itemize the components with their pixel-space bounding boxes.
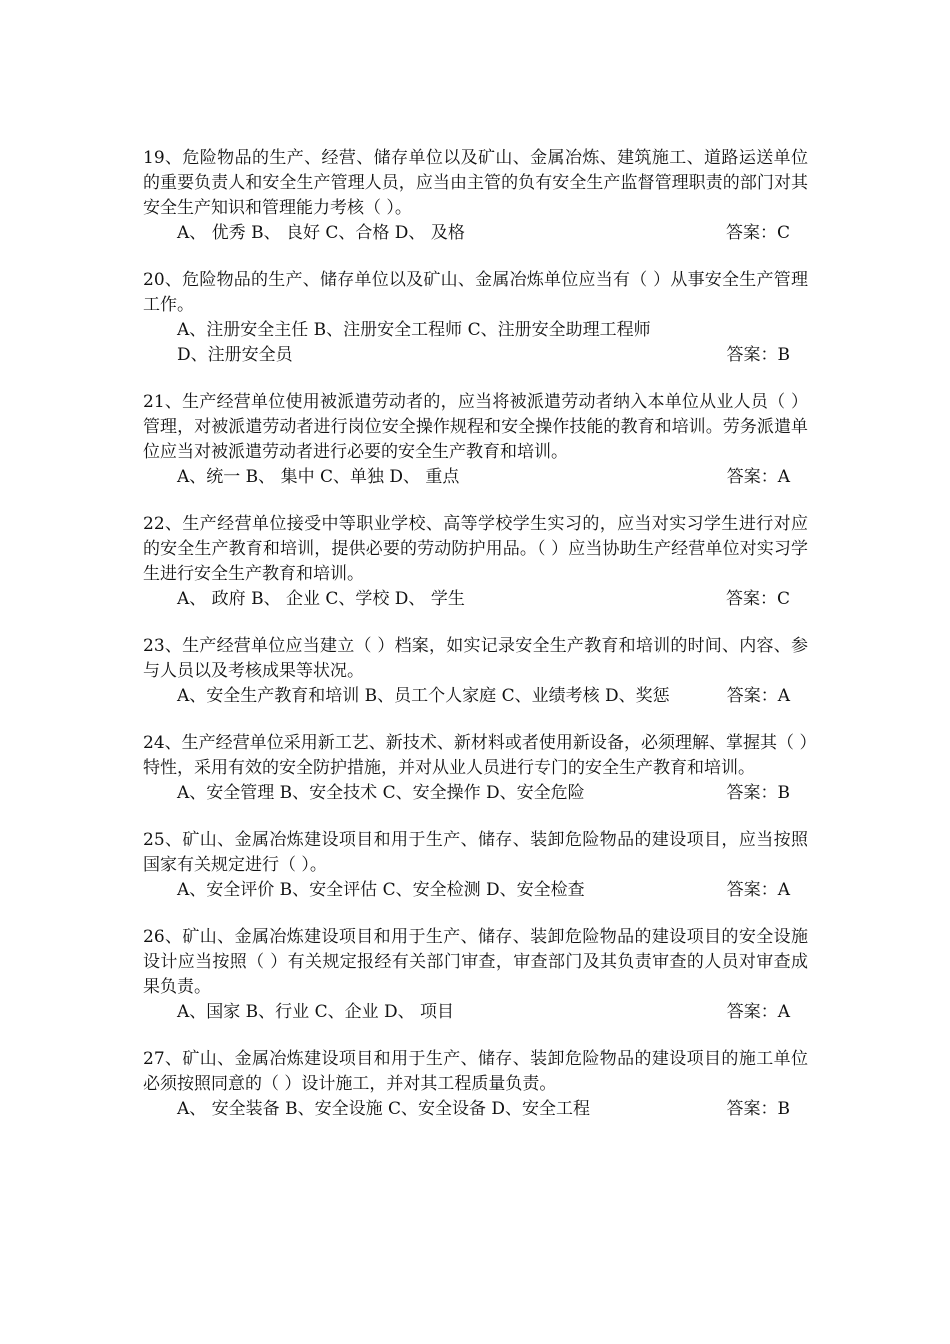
question-19 xyxy=(143,146,808,246)
options-text: A、统一 B、 集中 C、单独 D、 重点 xyxy=(177,467,460,487)
options-row xyxy=(143,318,808,343)
question-20 xyxy=(143,268,808,368)
question-text: 22、生产经营单位接受中等职业学校、高等学校学生实习的，应当对实习学生进行对应的安全生产教育和培训，提供必要的劳动防护用品。（ ）应当协助生产经营单位对实习学生进行安全生产教育和培训。 xyxy=(143,514,808,584)
options-text: A、 政府 B、 企业 C、学校 D、 学生 xyxy=(177,589,465,609)
question-text: 19、危险物品的生产、经营、储存单位以及矿山、金属冶炼、建筑施工、道路运送单位的重要负责人和安全生产管理人员，应当由主管的负有安全生产监督管理职责的部门对其安全生产知识和管理能力考核（ ）。 xyxy=(143,148,808,218)
answer-label: 答案：A xyxy=(726,686,790,706)
answer-label: 答案：A xyxy=(726,880,790,900)
answer-label: 答案：A xyxy=(726,1002,790,1022)
options-text: A、安全管理 B、安全技术 C、安全操作 D、安全危险 xyxy=(177,783,585,803)
options-row xyxy=(143,1000,808,1025)
question-25 xyxy=(143,828,808,903)
answer-label: 答案：C xyxy=(725,223,790,243)
question-text: 25、矿山、金属冶炼建设项目和用于生产、储存、装卸危险物品的建设项目，应当按照国家有关规定进行（ ）。 xyxy=(143,830,808,875)
question-24 xyxy=(143,731,808,806)
question-23 xyxy=(143,634,808,709)
options-row xyxy=(143,587,808,612)
options-text: A、 优秀 B、 良好 C、合格 D、 及格 xyxy=(177,223,465,243)
answer-label: 答案：A xyxy=(726,467,790,487)
question-text: 23、生产经营单位应当建立（ ）档案，如实记录安全生产教育和培训的时间、内容、参与人员以及考核成果等状况。 xyxy=(143,636,808,681)
options-text: A、 安全装备 B、安全设施 C、安全设备 D、安全工程 xyxy=(177,1099,591,1119)
options-text: A、安全生产教育和培训 B、员工个人家庭 C、业绩考核 D、奖惩 xyxy=(177,686,670,706)
question-22 xyxy=(143,512,808,612)
answer-label: 答案：B xyxy=(726,345,790,365)
question-text: 20、危险物品的生产、储存单位以及矿山、金属冶炼单位应当有（ ）从事安全生产管理工作。 xyxy=(143,270,808,315)
question-27 xyxy=(143,1047,808,1122)
options-text: A、注册安全主任 B、注册安全工程师 C、注册安全助理工程师 xyxy=(177,320,651,340)
options-row xyxy=(143,465,808,490)
answer-label: 答案：C xyxy=(725,589,790,609)
answer-label: 答案：B xyxy=(726,1099,790,1119)
options-row xyxy=(143,1097,808,1122)
options-row xyxy=(143,343,808,368)
options-row xyxy=(143,684,808,709)
question-21 xyxy=(143,390,808,490)
options-row xyxy=(143,221,808,246)
options-row xyxy=(143,781,808,806)
answer-label: 答案：B xyxy=(726,783,790,803)
question-26 xyxy=(143,925,808,1025)
question-text: 27、矿山、金属冶炼建设项目和用于生产、储存、装卸危险物品的建设项目的施工单位必须按照同意的（ ）设计施工，并对其工程质量负责。 xyxy=(143,1049,808,1094)
options-text: A、国家 B、行业 C、企业 D、 项目 xyxy=(177,1002,455,1022)
options-text: A、安全评价 B、安全评估 C、安全检测 D、安全检查 xyxy=(177,880,585,900)
question-text: 24、生产经营单位采用新工艺、新技术、新材料或者使用新设备，必须理解、掌握其（ ）特性，采用有效的安全防护措施，并对从业人员进行专门的安全生产教育和培训。 xyxy=(143,733,808,778)
options-text: D、注册安全员 xyxy=(177,345,293,365)
question-text: 26、矿山、金属冶炼建设项目和用于生产、储存、装卸危险物品的建设项目的安全设施设计应当按照（ ）有关规定报经有关部门审查，审查部门及其负责审查的人员对审查成果负责。 xyxy=(143,927,808,997)
question-text: 21、生产经营单位使用被派遣劳动者的，应当将被派遣劳动者纳入本单位从业人员（ ）管理，对被派遣劳动者进行岗位安全操作规程和安全操作技能的教育和培训。劳务派遣单位应当对被派遣劳动者进行必要的安全生产教育和培训。 xyxy=(143,392,808,462)
options-row xyxy=(143,878,808,903)
